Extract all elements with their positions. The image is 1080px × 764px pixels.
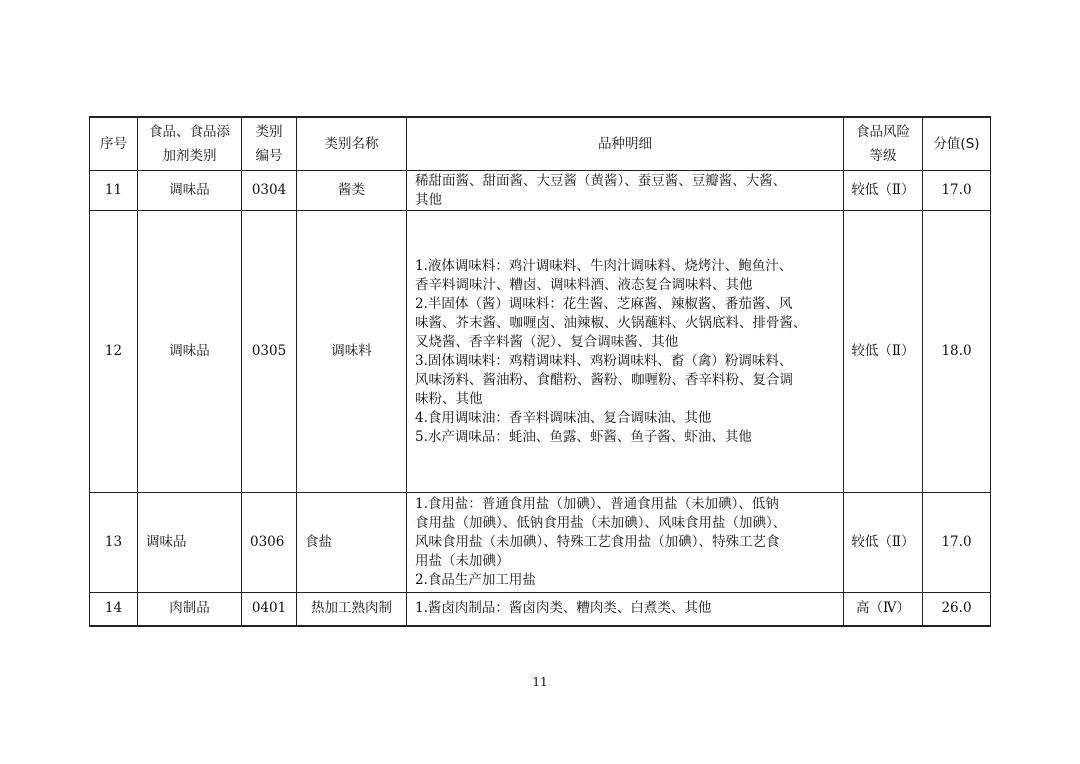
cell-name: 热加工熟肉制 <box>297 593 407 626</box>
cell-category: 调味品 <box>138 171 242 211</box>
cell-detail: 1.食用盐：普通食用盐（加碘）、普通食用盐（未加碘）、低钠 食用盐（加碘）、低钠食用盐（未加碘）、风味食用盐（加碘）、 风味食用盐（未加碘）、特殊工艺食用盐（加碘）、特殊工艺食 用盐（未加碘） 2.食品生产加工用盐 <box>407 493 844 593</box>
header-risk: 食品风险 等级 <box>844 117 923 171</box>
cell-risk: 高（Ⅳ） <box>844 593 923 626</box>
table-row <box>90 211 991 493</box>
cell-score: 18.0 <box>923 211 991 493</box>
header-code: 类别 编号 <box>242 117 297 171</box>
header-seq: 序号 <box>90 117 138 171</box>
page-number: 11 <box>532 675 548 689</box>
cell-risk: 较低（Ⅱ） <box>844 211 923 493</box>
header-category: 食品、食品添 加剂类别 <box>138 117 242 171</box>
cell-category: 调味品 <box>138 211 242 493</box>
cell-name: 食盐 <box>297 493 407 593</box>
cell-risk: 较低（Ⅱ） <box>844 171 923 211</box>
cell-category: 调味品 <box>138 493 242 593</box>
cell-seq: 11 <box>90 171 138 211</box>
cell-detail: 1.液体调味料：鸡汁调味料、牛肉汁调味料、烧烤汁、鲍鱼汁、 香辛料调味汁、糟卤、调味料酒、液态复合调味料、其他 2.半固体（酱）调味料：花生酱、芝麻酱、辣椒酱、番茄酱、风 味酱、芥末酱、咖喱卤、油辣椒、火锅蘸料、火锅底料、排骨酱、 叉烧酱、香辛料酱（泥）、复合调味酱、其他 3.固体调味料：鸡精调味料、鸡粉调味料、畜（禽）粉调味料、 风味汤料、酱油粉、食醋粉、酱粉、咖喱粉、香辛料粉、复合调 味粉、其他 4.食用调味油：香辛料调味油、复合调味油、其他 5.水产调味品：蚝油、鱼露、虾酱、鱼子酱、虾油、其他 <box>407 211 844 493</box>
cell-name: 调味料 <box>297 211 407 493</box>
table-row <box>90 493 991 593</box>
cell-code: 0306 <box>242 493 297 593</box>
cell-code: 0401 <box>242 593 297 626</box>
cell-detail: 稀甜面酱、甜面酱、大豆酱（黄酱）、蚕豆酱、豆瓣酱、大酱、 其他 <box>407 171 844 211</box>
cell-name: 酱类 <box>297 171 407 211</box>
header-score: 分值(S) <box>923 117 991 171</box>
header-detail: 品种明细 <box>407 117 844 171</box>
header-row <box>90 117 991 171</box>
cell-seq: 13 <box>90 493 138 593</box>
cell-code: 0304 <box>242 171 297 211</box>
cell-score: 26.0 <box>923 593 991 626</box>
cell-risk: 较低（Ⅱ） <box>844 493 923 593</box>
cell-detail: 1.酱卤肉制品：酱卤肉类、糟肉类、白煮类、其他 <box>407 593 844 626</box>
table-row <box>90 171 991 211</box>
header-name: 类别名称 <box>297 117 407 171</box>
cell-seq: 14 <box>90 593 138 626</box>
cell-score: 17.0 <box>923 493 991 593</box>
table-row <box>90 593 991 626</box>
cell-seq: 12 <box>90 211 138 493</box>
cell-code: 0305 <box>242 211 297 493</box>
food-category-table <box>89 116 991 627</box>
cell-category: 肉制品 <box>138 593 242 626</box>
cell-score: 17.0 <box>923 171 991 211</box>
